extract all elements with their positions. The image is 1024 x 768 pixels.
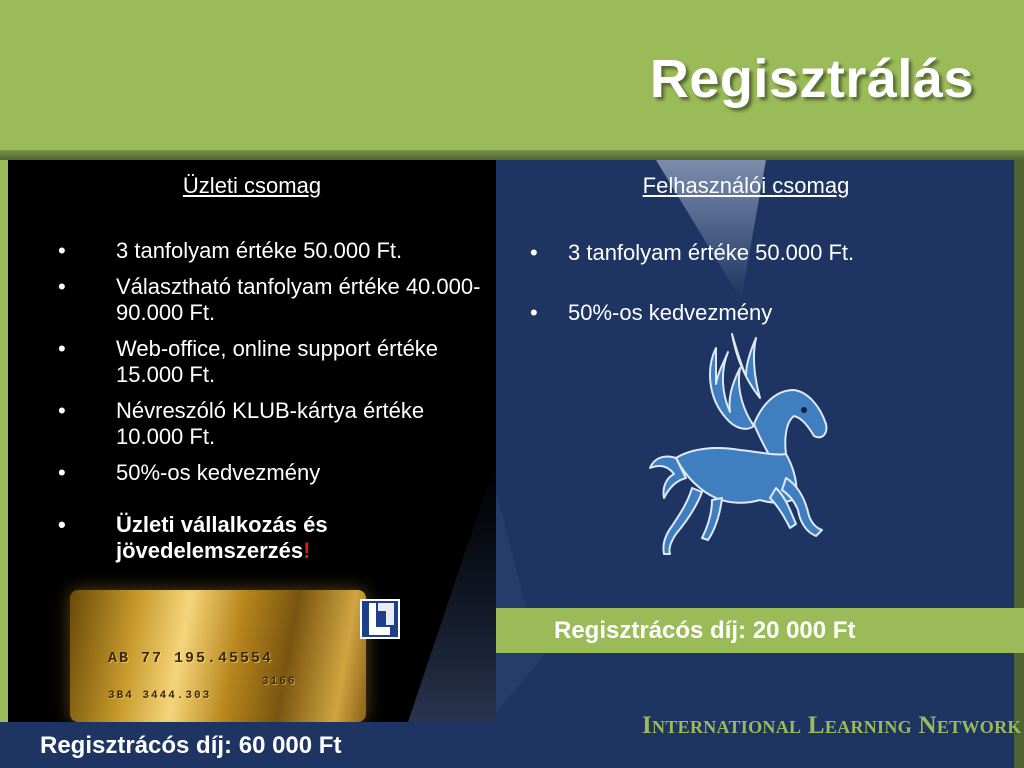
bullet-icon: • — [58, 336, 66, 361]
bullet-icon: • — [58, 238, 66, 263]
list-item-text: Web-office, online support értéke 15.000 Ft. — [116, 336, 439, 387]
card-line-2: 3166 — [262, 676, 297, 688]
header-divider — [0, 150, 1024, 160]
list-item-highlight — [58, 512, 488, 564]
header-bar — [0, 0, 1024, 152]
list-item — [58, 238, 488, 264]
user-package-panel — [496, 160, 1014, 608]
pegasus-logo-icon — [636, 328, 846, 560]
card-line-3: 3B4 3444.303 — [108, 690, 212, 702]
list-item — [58, 460, 488, 486]
business-package-list — [58, 238, 488, 574]
list-item — [58, 398, 488, 450]
bullet-icon: • — [530, 300, 538, 325]
list-item — [58, 274, 488, 326]
gold-club-card-image — [70, 590, 366, 722]
right-border — [1014, 160, 1024, 768]
bullet-icon: • — [58, 274, 66, 299]
list-item-text: Névreszóló KLUB-kártya értéke 10.000 Ft. — [116, 398, 425, 449]
list-item-text: 3 tanfolyam értéke 50.000 Ft. — [568, 240, 855, 265]
list-item-text: Választható tanfolyam értéke 40.000-90.000 Ft. — [116, 274, 481, 325]
list-item — [530, 240, 990, 266]
list-item-text: 50%-os kedvezmény — [568, 300, 773, 325]
list-item-text: 50%-os kedvezmény — [116, 460, 321, 485]
business-package-panel — [8, 160, 496, 722]
user-package-fee: Regisztrácós díj: 20 000 Ft — [554, 617, 856, 644]
business-package-heading: Üzleti csomag — [182, 173, 322, 198]
left-border — [0, 160, 8, 768]
user-package-fee-bar — [496, 608, 1024, 653]
bullet-icon: • — [58, 398, 66, 423]
brand-panel — [496, 653, 1014, 768]
bullet-icon: • — [58, 460, 66, 485]
list-item — [58, 336, 488, 388]
brand-name: International Learning Network — [642, 712, 1022, 739]
business-package-fee-bar — [0, 722, 496, 768]
light-beam-graphic — [496, 653, 1014, 768]
bullet-icon: • — [58, 512, 66, 537]
business-package-fee: Regisztrácós díj: 60 000 Ft — [40, 732, 342, 759]
iln-logo-icon — [360, 599, 400, 639]
slide-title: Regisztrálás — [649, 49, 974, 109]
list-item-text: 3 tanfolyam értéke 50.000 Ft. — [116, 238, 403, 263]
card-number: AB 77 195.45554 — [108, 650, 274, 667]
bullet-icon: • — [530, 240, 538, 265]
user-package-heading: Felhasználói csomag — [642, 173, 850, 198]
highlight-text: Üzleti vállalkozás és jövedelemszerzés — [116, 512, 328, 563]
highlight-suffix: ! — [303, 538, 311, 563]
list-item — [530, 300, 990, 326]
